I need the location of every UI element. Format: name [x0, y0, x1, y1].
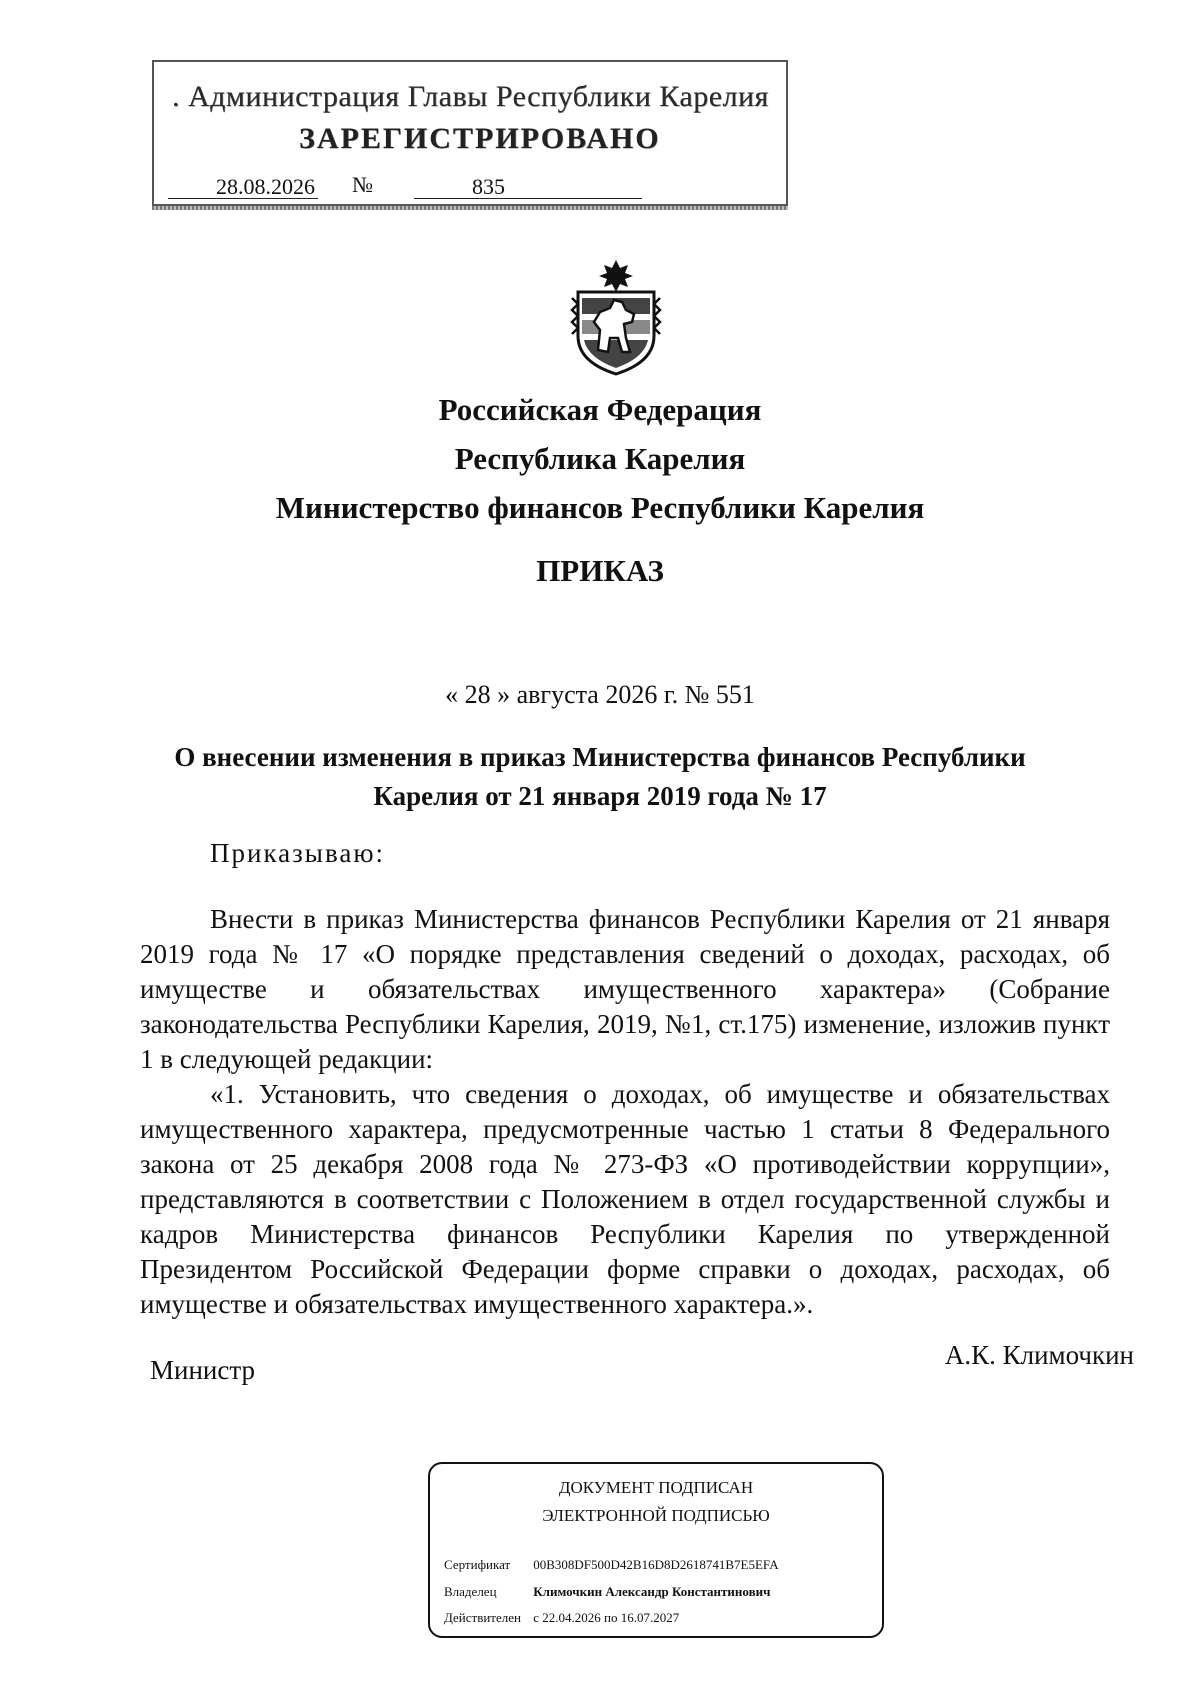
- esig-validity-row: [444, 1610, 679, 1626]
- registration-number-label: №: [352, 172, 373, 197]
- order-title-line1: О внесении изменения в приказ Министерства финансов Республики: [174, 742, 1026, 772]
- esig-owner-row: [444, 1584, 770, 1600]
- karelia-coat-of-arms-icon: [570, 258, 662, 376]
- body-paragraph-2: «1. Установить, что сведения о доходах, об имуществе и обязательствах имущественного характера, предусмотренные частью 1 статьи 8 Федерального закона от 25 декабря 2008 года № 273-ФЗ «О противодействии коррупции», представляются в соответствии с Положением в отдел государственной службы и кадров Министерства финансов Республики Карелия по утвержденной Президентом Российской Федерации форме справки о доходах, расходах, об имуществе и обязательствах имущественного характера.».: [140, 1079, 1110, 1319]
- order-date-number: « 28 » августа 2026 г. № 551: [445, 680, 755, 709]
- esig-owner-value: Климочкин Александр Константинович: [533, 1584, 771, 1599]
- heading-country: Российская Федерация: [438, 392, 762, 427]
- esig-header-line1: ДОКУМЕНТ ПОДПИСАН: [558, 1478, 754, 1497]
- body-paragraph-1: Внести в приказ Министерства финансов Республики Карелия от 21 января 2019 года № 17 «О порядке представления сведений о доходах, расходах, об имуществе и обязательствах имущественного характера» (Собрание законодательства Республики Карелия, 2019, №1, ст.175) изменение, изложив пункт 1 в следующей редакции:: [140, 904, 1110, 1074]
- registration-authority: . Администрация Главы Республики Карелия: [172, 80, 769, 113]
- heading-region: Республика Карелия: [454, 441, 746, 476]
- signatory-role: Министр: [150, 1355, 255, 1385]
- esig-certificate-value: 00B308DF500D42B16D8D2618741B7E5EFA: [533, 1557, 779, 1572]
- document-type: ПРИКАЗ: [536, 553, 664, 588]
- order-body: [140, 902, 1110, 1322]
- registration-number: 835: [472, 174, 505, 199]
- esig-validity-label: Действителен: [444, 1610, 521, 1625]
- order-title-line2: Карелия от 21 января 2019 года № 17: [373, 781, 827, 811]
- esig-owner-label: Владелец: [444, 1584, 497, 1599]
- registration-number-underline: [414, 198, 642, 199]
- order-directive: Приказываю:: [210, 838, 385, 868]
- registration-status: ЗАРЕГИСТРИРОВАНО: [299, 122, 661, 155]
- esig-certificate-label: Сертификат: [444, 1557, 511, 1572]
- heading-ministry: Министерство финансов Республики Карелия: [275, 490, 925, 525]
- electronic-signature-stamp: [428, 1462, 884, 1638]
- esig-header-line2: ЭЛЕКТРОННОЙ ПОДПИСЬЮ: [542, 1506, 770, 1525]
- registration-date: 28.08.2026: [216, 174, 315, 199]
- esig-certificate-row: [444, 1557, 779, 1573]
- esig-validity-value: с 22.04.2026 по 16.07.2027: [533, 1610, 680, 1625]
- registration-stamp: [152, 60, 788, 206]
- signatory-name: А.К. Климочкин: [944, 1340, 1134, 1370]
